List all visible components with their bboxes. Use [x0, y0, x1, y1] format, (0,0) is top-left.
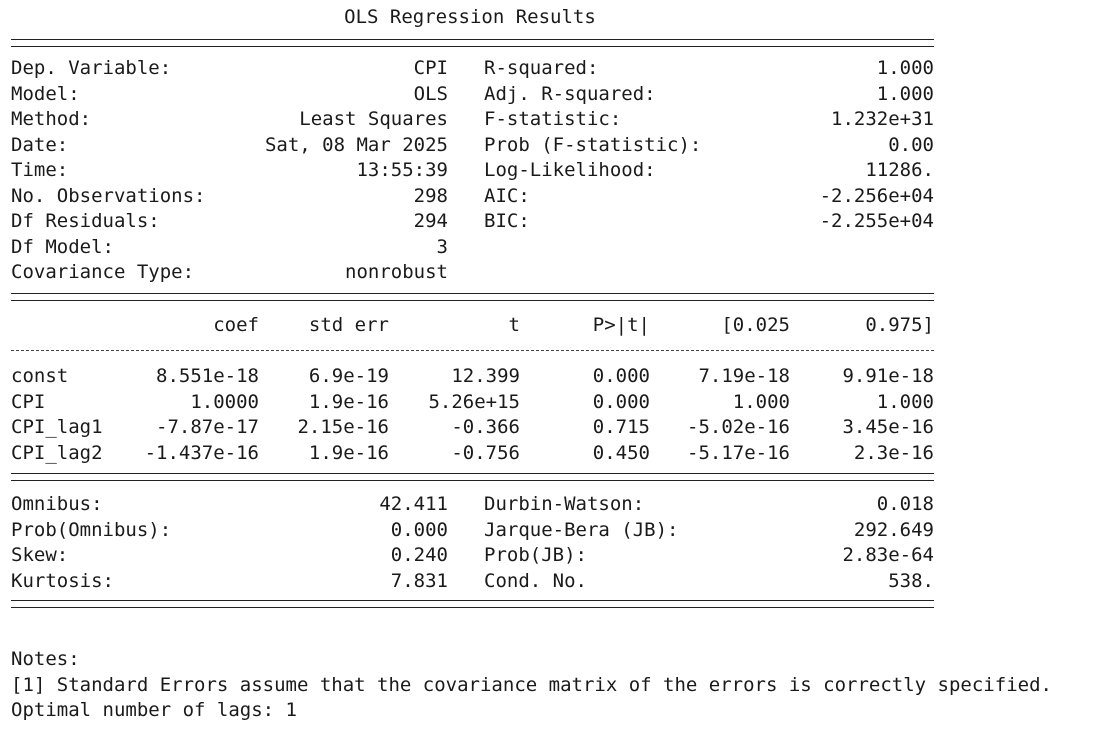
diagnostic-value: 7.831	[390, 570, 448, 592]
report-title: OLS Regression Results	[344, 6, 596, 28]
table-cell-ci-high: 9.91e-18	[842, 365, 934, 387]
column-header: coef	[213, 314, 259, 336]
summary-value: nonrobust	[345, 261, 448, 283]
note-line: [1] Standard Errors assume that the covariance matrix of the errors is correctly specified.	[11, 674, 1052, 696]
summary-label: Dep. Variable:	[11, 57, 172, 79]
diagnostic-value: 292.649	[853, 519, 934, 541]
diagnostic-label: Jarque-Bera (JB):	[484, 519, 679, 541]
table-cell-std-err: 1.9e-16	[308, 442, 389, 464]
summary-label: BIC:	[484, 210, 530, 232]
column-header: 0.975]	[865, 314, 934, 336]
table-cell-std-err: 6.9e-19	[308, 365, 389, 387]
table-cell-t: 12.399	[451, 365, 520, 387]
double-rule-top	[11, 39, 934, 47]
summary-label: Date:	[11, 134, 69, 156]
summary-value: 3	[436, 236, 448, 258]
row-label: CPI_lag1	[11, 416, 103, 438]
diagnostic-value: 0.240	[390, 544, 448, 566]
diagnostic-label: Skew:	[11, 544, 69, 566]
diagnostic-label: Kurtosis:	[11, 570, 114, 592]
double-rule-bottom	[11, 600, 934, 608]
table-cell-ci-low: 1.000	[732, 391, 790, 413]
table-cell-std-err: 2.15e-16	[297, 416, 389, 438]
table-cell-ci-low: -5.02e-16	[687, 416, 790, 438]
table-cell-p: 0.000	[592, 365, 650, 387]
summary-label: Method:	[11, 108, 92, 130]
column-header: t	[508, 314, 520, 336]
diagnostic-label: Durbin-Watson:	[484, 493, 645, 515]
summary-value: -2.255e+04	[819, 210, 934, 232]
column-header: [0.025	[721, 314, 790, 336]
row-label: const	[11, 365, 69, 387]
summary-label: Log-Likelihood:	[484, 159, 656, 181]
diagnostic-label: Omnibus:	[11, 493, 103, 515]
summary-value: 0.00	[888, 134, 934, 156]
summary-label: No. Observations:	[11, 185, 206, 207]
diagnostic-value: 0.000	[390, 519, 448, 541]
summary-value: Least Squares	[299, 108, 448, 130]
table-cell-t: 5.26e+15	[428, 391, 520, 413]
table-cell-t: -0.756	[451, 442, 520, 464]
table-cell-ci-high: 1.000	[876, 391, 934, 413]
summary-value: 1.000	[876, 83, 934, 105]
summary-label: Df Model:	[11, 236, 114, 258]
double-rule-header	[11, 293, 934, 301]
table-cell-t: -0.366	[451, 416, 520, 438]
table-cell-p: 0.000	[592, 391, 650, 413]
column-header: P>|t|	[592, 314, 650, 336]
summary-value: -2.256e+04	[819, 185, 934, 207]
table-cell-coef: -7.87e-17	[156, 416, 259, 438]
summary-value: Sat, 08 Mar 2025	[264, 134, 448, 156]
summary-label: Model:	[11, 83, 80, 105]
double-rule-middle	[11, 473, 934, 481]
table-cell-p: 0.450	[592, 442, 650, 464]
summary-label: Prob (F-statistic):	[484, 134, 702, 156]
table-cell-ci-high: 2.3e-16	[853, 442, 934, 464]
diagnostic-label: Prob(Omnibus):	[11, 519, 172, 541]
summary-value: 13:55:39	[356, 159, 448, 181]
summary-label: F-statistic:	[484, 108, 622, 130]
diagnostic-value: 42.411	[379, 493, 448, 515]
table-cell-ci-low: -5.17e-16	[687, 442, 790, 464]
summary-label: Covariance Type:	[11, 261, 195, 283]
summary-label: Df Residuals:	[11, 210, 160, 232]
summary-label: R-squared:	[484, 57, 599, 79]
summary-value: 11286.	[865, 159, 934, 181]
summary-value: 1.232e+31	[831, 108, 934, 130]
summary-value: 298	[413, 185, 448, 207]
table-cell-std-err: 1.9e-16	[308, 391, 389, 413]
summary-value: CPI	[413, 57, 448, 79]
summary-label: Time:	[11, 159, 69, 181]
table-cell-ci-high: 3.45e-16	[842, 416, 934, 438]
diagnostic-value: 0.018	[876, 493, 934, 515]
notes-heading: Notes:	[11, 648, 80, 670]
diagnostic-value: 538.	[888, 570, 934, 592]
table-cell-coef: -1.437e-16	[144, 442, 259, 464]
diagnostic-label: Cond. No.	[484, 570, 587, 592]
table-cell-p: 0.715	[592, 416, 650, 438]
summary-value: 294	[413, 210, 448, 232]
summary-label: AIC:	[484, 185, 530, 207]
table-cell-ci-low: 7.19e-18	[698, 365, 790, 387]
summary-label: Adj. R-squared:	[484, 83, 656, 105]
diagnostic-value: 2.83e-64	[842, 544, 934, 566]
dashed-rule	[11, 350, 934, 351]
row-label: CPI	[11, 391, 46, 413]
note-line: Optimal number of lags: 1	[11, 699, 297, 721]
table-cell-coef: 8.551e-18	[156, 365, 259, 387]
row-label: CPI_lag2	[11, 442, 103, 464]
column-header: std err	[308, 314, 389, 336]
summary-value: 1.000	[876, 57, 934, 79]
diagnostic-label: Prob(JB):	[484, 544, 587, 566]
summary-value: OLS	[413, 83, 448, 105]
table-cell-coef: 1.0000	[190, 391, 259, 413]
